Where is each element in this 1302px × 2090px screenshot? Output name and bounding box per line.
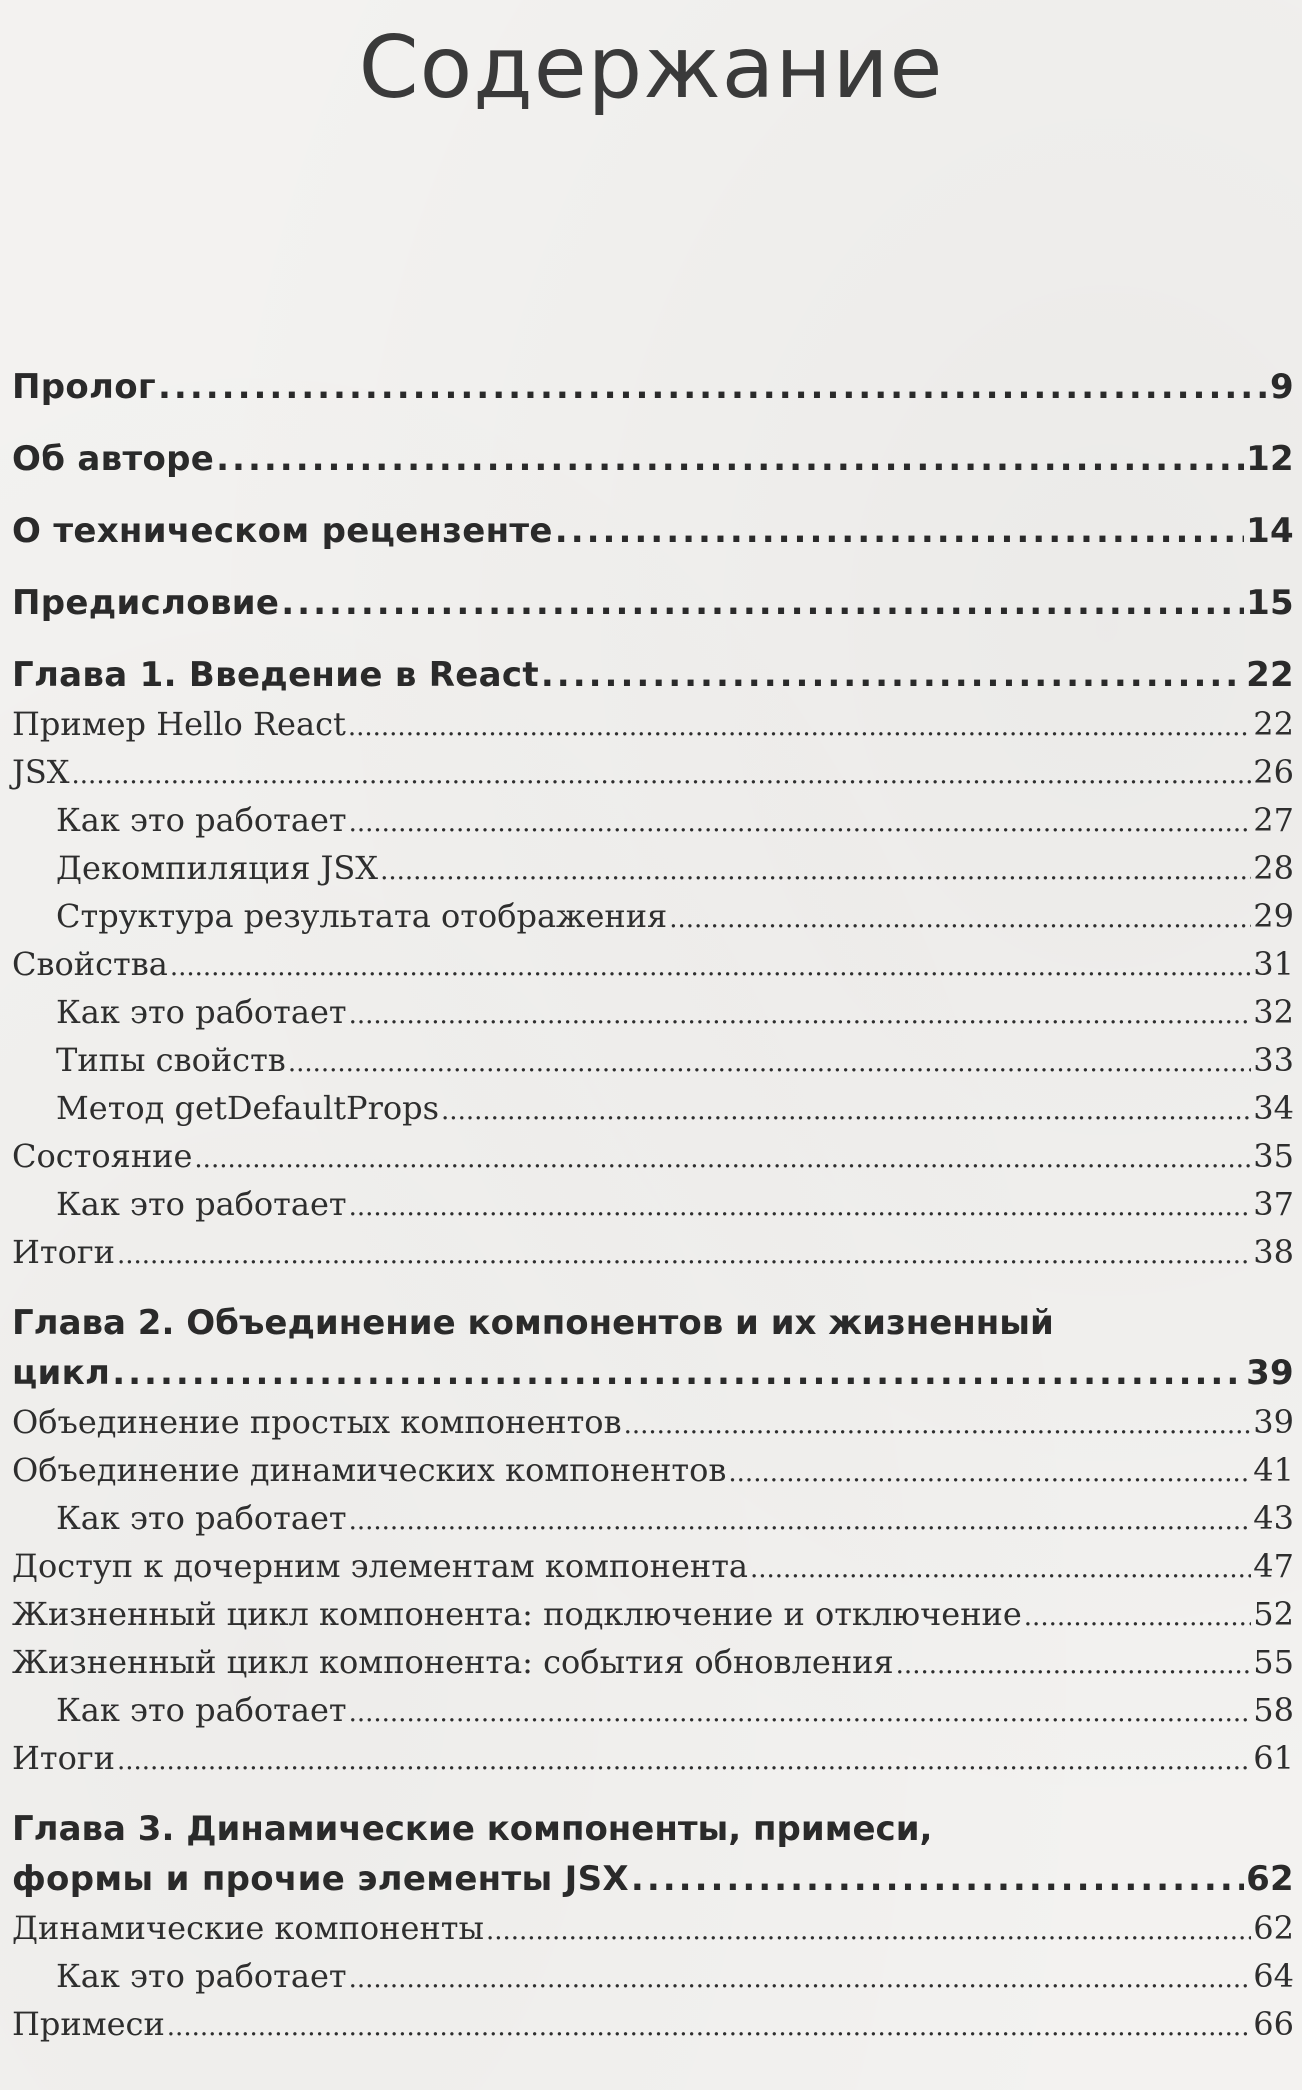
toc-subitem xyxy=(12,1686,1294,1734)
toc-subitem xyxy=(12,844,1294,892)
toc-item xyxy=(12,940,1294,988)
toc-entry-page: 15 xyxy=(1246,583,1294,623)
toc-item xyxy=(12,1228,1294,1276)
toc-item-page: 32 xyxy=(1253,993,1294,1031)
toc-subitem xyxy=(12,1036,1294,1084)
toc-chapter-3 xyxy=(12,1854,1294,1904)
leader-dots xyxy=(750,1545,1251,1593)
leader-dots xyxy=(349,799,1252,847)
leader-dots xyxy=(117,1231,1251,1279)
leader-dots xyxy=(349,1955,1252,2003)
toc-item-label: Объединение динамических компонентов xyxy=(12,1451,727,1489)
toc-item-page: 62 xyxy=(1253,1909,1294,1947)
toc-item-page: 52 xyxy=(1253,1595,1294,1633)
toc-item-label: Жизненный цикл компонента: события обновления xyxy=(12,1643,894,1681)
toc-item xyxy=(12,2000,1294,2048)
toc-chapter-2 xyxy=(12,1348,1294,1398)
leader-dots xyxy=(194,1135,1251,1183)
leader-dots xyxy=(349,1497,1252,1545)
toc-entry-page: 12 xyxy=(1246,439,1294,479)
leader-dots xyxy=(728,1449,1251,1497)
toc-item-label: Жизненный цикл компонента: подключение и отключение xyxy=(12,1595,1022,1633)
toc-item xyxy=(12,1638,1294,1686)
leader-dots xyxy=(288,1039,1251,1087)
toc-item-page: 29 xyxy=(1253,897,1294,935)
toc-item-label: Примеси xyxy=(12,2005,165,2043)
toc-chapter-3-line1: Глава 3. Динамические компоненты, примеси, xyxy=(12,1809,933,1849)
leader-dots xyxy=(1024,1593,1251,1641)
leader-dots xyxy=(380,847,1251,895)
toc-item-label: Как это работает xyxy=(56,801,347,839)
toc-item-page: 35 xyxy=(1253,1137,1294,1175)
toc-item-label: Как это работает xyxy=(56,1499,347,1537)
toc-subitem xyxy=(12,1952,1294,2000)
page-title: Содержание xyxy=(358,18,944,118)
toc-item xyxy=(12,1904,1294,1952)
leader-dots xyxy=(349,1689,1252,1737)
toc-item-label: Типы свойств xyxy=(56,1041,286,1079)
toc-item-label: JSX xyxy=(12,753,70,791)
toc-entry-label: Предисловие xyxy=(12,583,280,623)
leader-dots xyxy=(72,751,1252,799)
leader-dots xyxy=(441,1087,1251,1135)
toc-chapter-2-line1: Глава 2. Объединение компонентов и их жизненный xyxy=(12,1303,1054,1343)
toc-item-label: Доступ к дочерним элементам компонента xyxy=(12,1547,748,1585)
toc-item-label: Состояние xyxy=(12,1137,193,1175)
toc-item-page: 22 xyxy=(1253,705,1294,743)
toc-item-label: Декомпиляция JSX xyxy=(56,849,379,887)
toc-item-page: 41 xyxy=(1253,1451,1294,1489)
leader-dots xyxy=(541,650,1244,700)
toc-item-label: Пример Hello React xyxy=(12,705,346,743)
toc-item xyxy=(12,1398,1294,1446)
toc-item xyxy=(12,700,1294,748)
toc-chapter-1 xyxy=(12,650,1294,700)
toc-item-page: 34 xyxy=(1253,1089,1294,1127)
toc-item-page: 39 xyxy=(1253,1403,1294,1441)
toc-item-label: Как это работает xyxy=(56,993,347,1031)
toc-item-label: Как это работает xyxy=(56,1691,347,1729)
toc-item-page: 38 xyxy=(1253,1233,1294,1271)
leader-dots xyxy=(349,1183,1252,1231)
leader-dots xyxy=(281,578,1244,628)
toc-item xyxy=(12,1734,1294,1782)
leader-dots xyxy=(158,362,1268,412)
leader-dots xyxy=(112,1348,1244,1398)
toc-entry-label: Об авторе xyxy=(12,439,215,479)
toc-chapter-page: 39 xyxy=(1246,1353,1294,1393)
toc-item xyxy=(12,1446,1294,1494)
toc-item-page: 26 xyxy=(1253,753,1294,791)
toc-item xyxy=(12,1590,1294,1638)
toc-item-label: Метод getDefaultProps xyxy=(56,1089,440,1127)
toc-item-page: 58 xyxy=(1253,1691,1294,1729)
toc-item-label: Объединение простых компонентов xyxy=(12,1403,622,1441)
toc-item-page: 66 xyxy=(1253,2005,1294,2043)
leader-dots xyxy=(624,1401,1252,1449)
toc-chapter-label: формы и прочие элементы JSX xyxy=(12,1859,629,1899)
toc-item-page: 33 xyxy=(1253,1041,1294,1079)
leader-dots xyxy=(669,895,1251,943)
leader-dots xyxy=(167,2003,1251,2051)
toc-item-page: 47 xyxy=(1253,1547,1294,1585)
toc-entry-page: 14 xyxy=(1246,511,1294,551)
toc-item-label: Свойства xyxy=(12,945,168,983)
toc-item xyxy=(12,1132,1294,1180)
toc-item-page: 28 xyxy=(1253,849,1294,887)
toc-item-page: 55 xyxy=(1253,1643,1294,1681)
toc-entry-prolog xyxy=(12,362,1294,412)
toc-subitem xyxy=(12,1180,1294,1228)
leader-dots xyxy=(349,991,1252,1039)
toc-entry-preface xyxy=(12,578,1294,628)
toc-subitem xyxy=(12,988,1294,1036)
toc-entry-label: Пролог xyxy=(12,367,156,407)
toc-item-label: Итоги xyxy=(12,1739,115,1777)
toc-subitem xyxy=(12,892,1294,940)
toc-item-label: Динамические компоненты xyxy=(12,1909,484,1947)
toc-entry-page: 9 xyxy=(1270,367,1294,407)
leader-dots xyxy=(555,506,1244,556)
table-of-contents xyxy=(12,362,1294,2048)
toc-subitem xyxy=(12,1494,1294,1542)
toc-item xyxy=(12,1542,1294,1590)
leader-dots xyxy=(348,703,1251,751)
toc-subitem xyxy=(12,796,1294,844)
toc-item-label: Как это работает xyxy=(56,1185,347,1223)
toc-item xyxy=(12,748,1294,796)
toc-item-label: Как это работает xyxy=(56,1957,347,1995)
toc-item-label: Структура результата отображения xyxy=(56,897,668,935)
toc-item-page: 37 xyxy=(1253,1185,1294,1223)
leader-dots xyxy=(117,1737,1251,1785)
toc-item-page: 31 xyxy=(1253,945,1294,983)
toc-chapter-page: 22 xyxy=(1246,655,1294,695)
toc-item-page: 64 xyxy=(1253,1957,1294,1995)
toc-chapter-label: цикл xyxy=(12,1353,111,1393)
toc-entry-reviewer xyxy=(12,506,1294,556)
toc-subitem xyxy=(12,1084,1294,1132)
leader-dots xyxy=(896,1641,1252,1689)
leader-dots xyxy=(216,434,1244,484)
toc-item-page: 27 xyxy=(1253,801,1294,839)
leader-dots xyxy=(486,1907,1251,1955)
toc-chapter-page: 62 xyxy=(1246,1859,1294,1899)
toc-entry-label: О техническом рецензенте xyxy=(12,511,553,551)
toc-item-label: Итоги xyxy=(12,1233,115,1271)
toc-item-page: 61 xyxy=(1253,1739,1294,1777)
leader-dots xyxy=(631,1854,1244,1904)
leader-dots xyxy=(170,943,1251,991)
toc-item-page: 43 xyxy=(1253,1499,1294,1537)
toc-chapter-label: Глава 1. Введение в React xyxy=(12,655,539,695)
toc-entry-author xyxy=(12,434,1294,484)
